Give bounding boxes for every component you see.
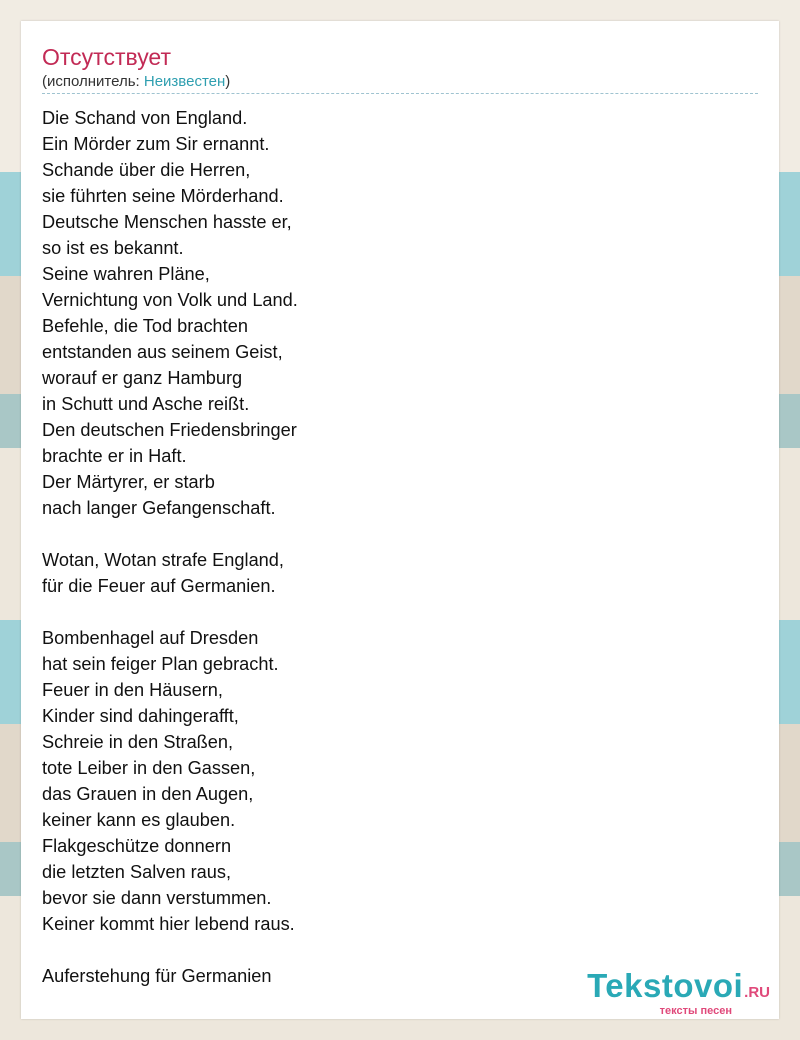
lyric-line: Vernichtung von Volk und Land. xyxy=(42,290,298,310)
lyric-line: in Schutt und Asche reißt. xyxy=(42,394,250,414)
lyric-line: Ein Mörder zum Sir ernannt. xyxy=(42,134,270,154)
lyric-line: Wotan, Wotan strafe England, xyxy=(42,550,284,570)
performer-info xyxy=(42,73,230,91)
lyric-line: worauf er ganz Hamburg xyxy=(42,368,243,388)
stanza-break xyxy=(42,521,298,547)
song-title: Отсутствует xyxy=(42,44,171,70)
lyric-line: keiner kann es glauben. xyxy=(42,810,236,830)
site-logo[interactable] xyxy=(587,968,770,1017)
lyric-line: Schreie in den Straßen, xyxy=(42,732,234,752)
lyric-line: für die Feuer auf Germanien. xyxy=(42,576,276,596)
lyric-line: nach langer Gefangenschaft. xyxy=(42,498,276,518)
lyrics-text xyxy=(42,105,298,989)
logo-tld: .RU xyxy=(744,984,770,1001)
lyrics-card xyxy=(21,21,779,1019)
lyric-line: hat sein feiger Plan gebracht. xyxy=(42,654,279,674)
lyric-line: entstanden aus seinem Geist, xyxy=(42,342,283,362)
lyric-line: so ist es bekannt. xyxy=(42,238,184,258)
lyric-line: Deutsche Menschen hasste er, xyxy=(42,212,292,232)
lyric-line: Kinder sind dahingerafft, xyxy=(42,706,239,726)
lyric-line: Feuer in den Häusern, xyxy=(42,680,223,700)
lyric-line: Bombenhagel auf Dresden xyxy=(42,628,259,648)
performer-suffix: ) xyxy=(225,73,231,90)
lyric-line: Keiner kommt hier lebend raus. xyxy=(42,914,295,934)
stanza-break xyxy=(42,937,298,963)
lyric-line: Schande über die Herren, xyxy=(42,160,251,180)
lyric-line: Die Schand von England. xyxy=(42,108,248,128)
header-divider xyxy=(42,93,758,94)
logo-name: Tekstovoi xyxy=(587,967,744,1004)
lyric-line: Seine wahren Pläne, xyxy=(42,264,210,284)
performer-prefix: (исполнитель: xyxy=(42,73,144,90)
lyric-line: Flakgeschütze donnern xyxy=(42,836,232,856)
lyric-line: brachte er in Haft. xyxy=(42,446,187,466)
lyric-line: sie führten seine Mörderhand. xyxy=(42,186,284,206)
lyric-line: Den deutschen Friedensbringer xyxy=(42,420,297,440)
lyric-line: die letzten Salven raus, xyxy=(42,862,232,882)
logo-tagline: тексты песен xyxy=(659,1005,732,1017)
lyric-line: Auferstehung für Germanien xyxy=(42,966,272,986)
performer-link[interactable]: Неизвестен xyxy=(143,73,226,90)
stanza-break xyxy=(42,599,298,625)
lyric-line: tote Leiber in den Gassen, xyxy=(42,758,256,778)
lyric-line: bevor sie dann verstummen. xyxy=(42,888,272,908)
lyric-line: Befehle, die Tod brachten xyxy=(42,316,248,336)
lyric-line: das Grauen in den Augen, xyxy=(42,784,254,804)
lyric-line: Der Märtyrer, er starb xyxy=(42,472,215,492)
